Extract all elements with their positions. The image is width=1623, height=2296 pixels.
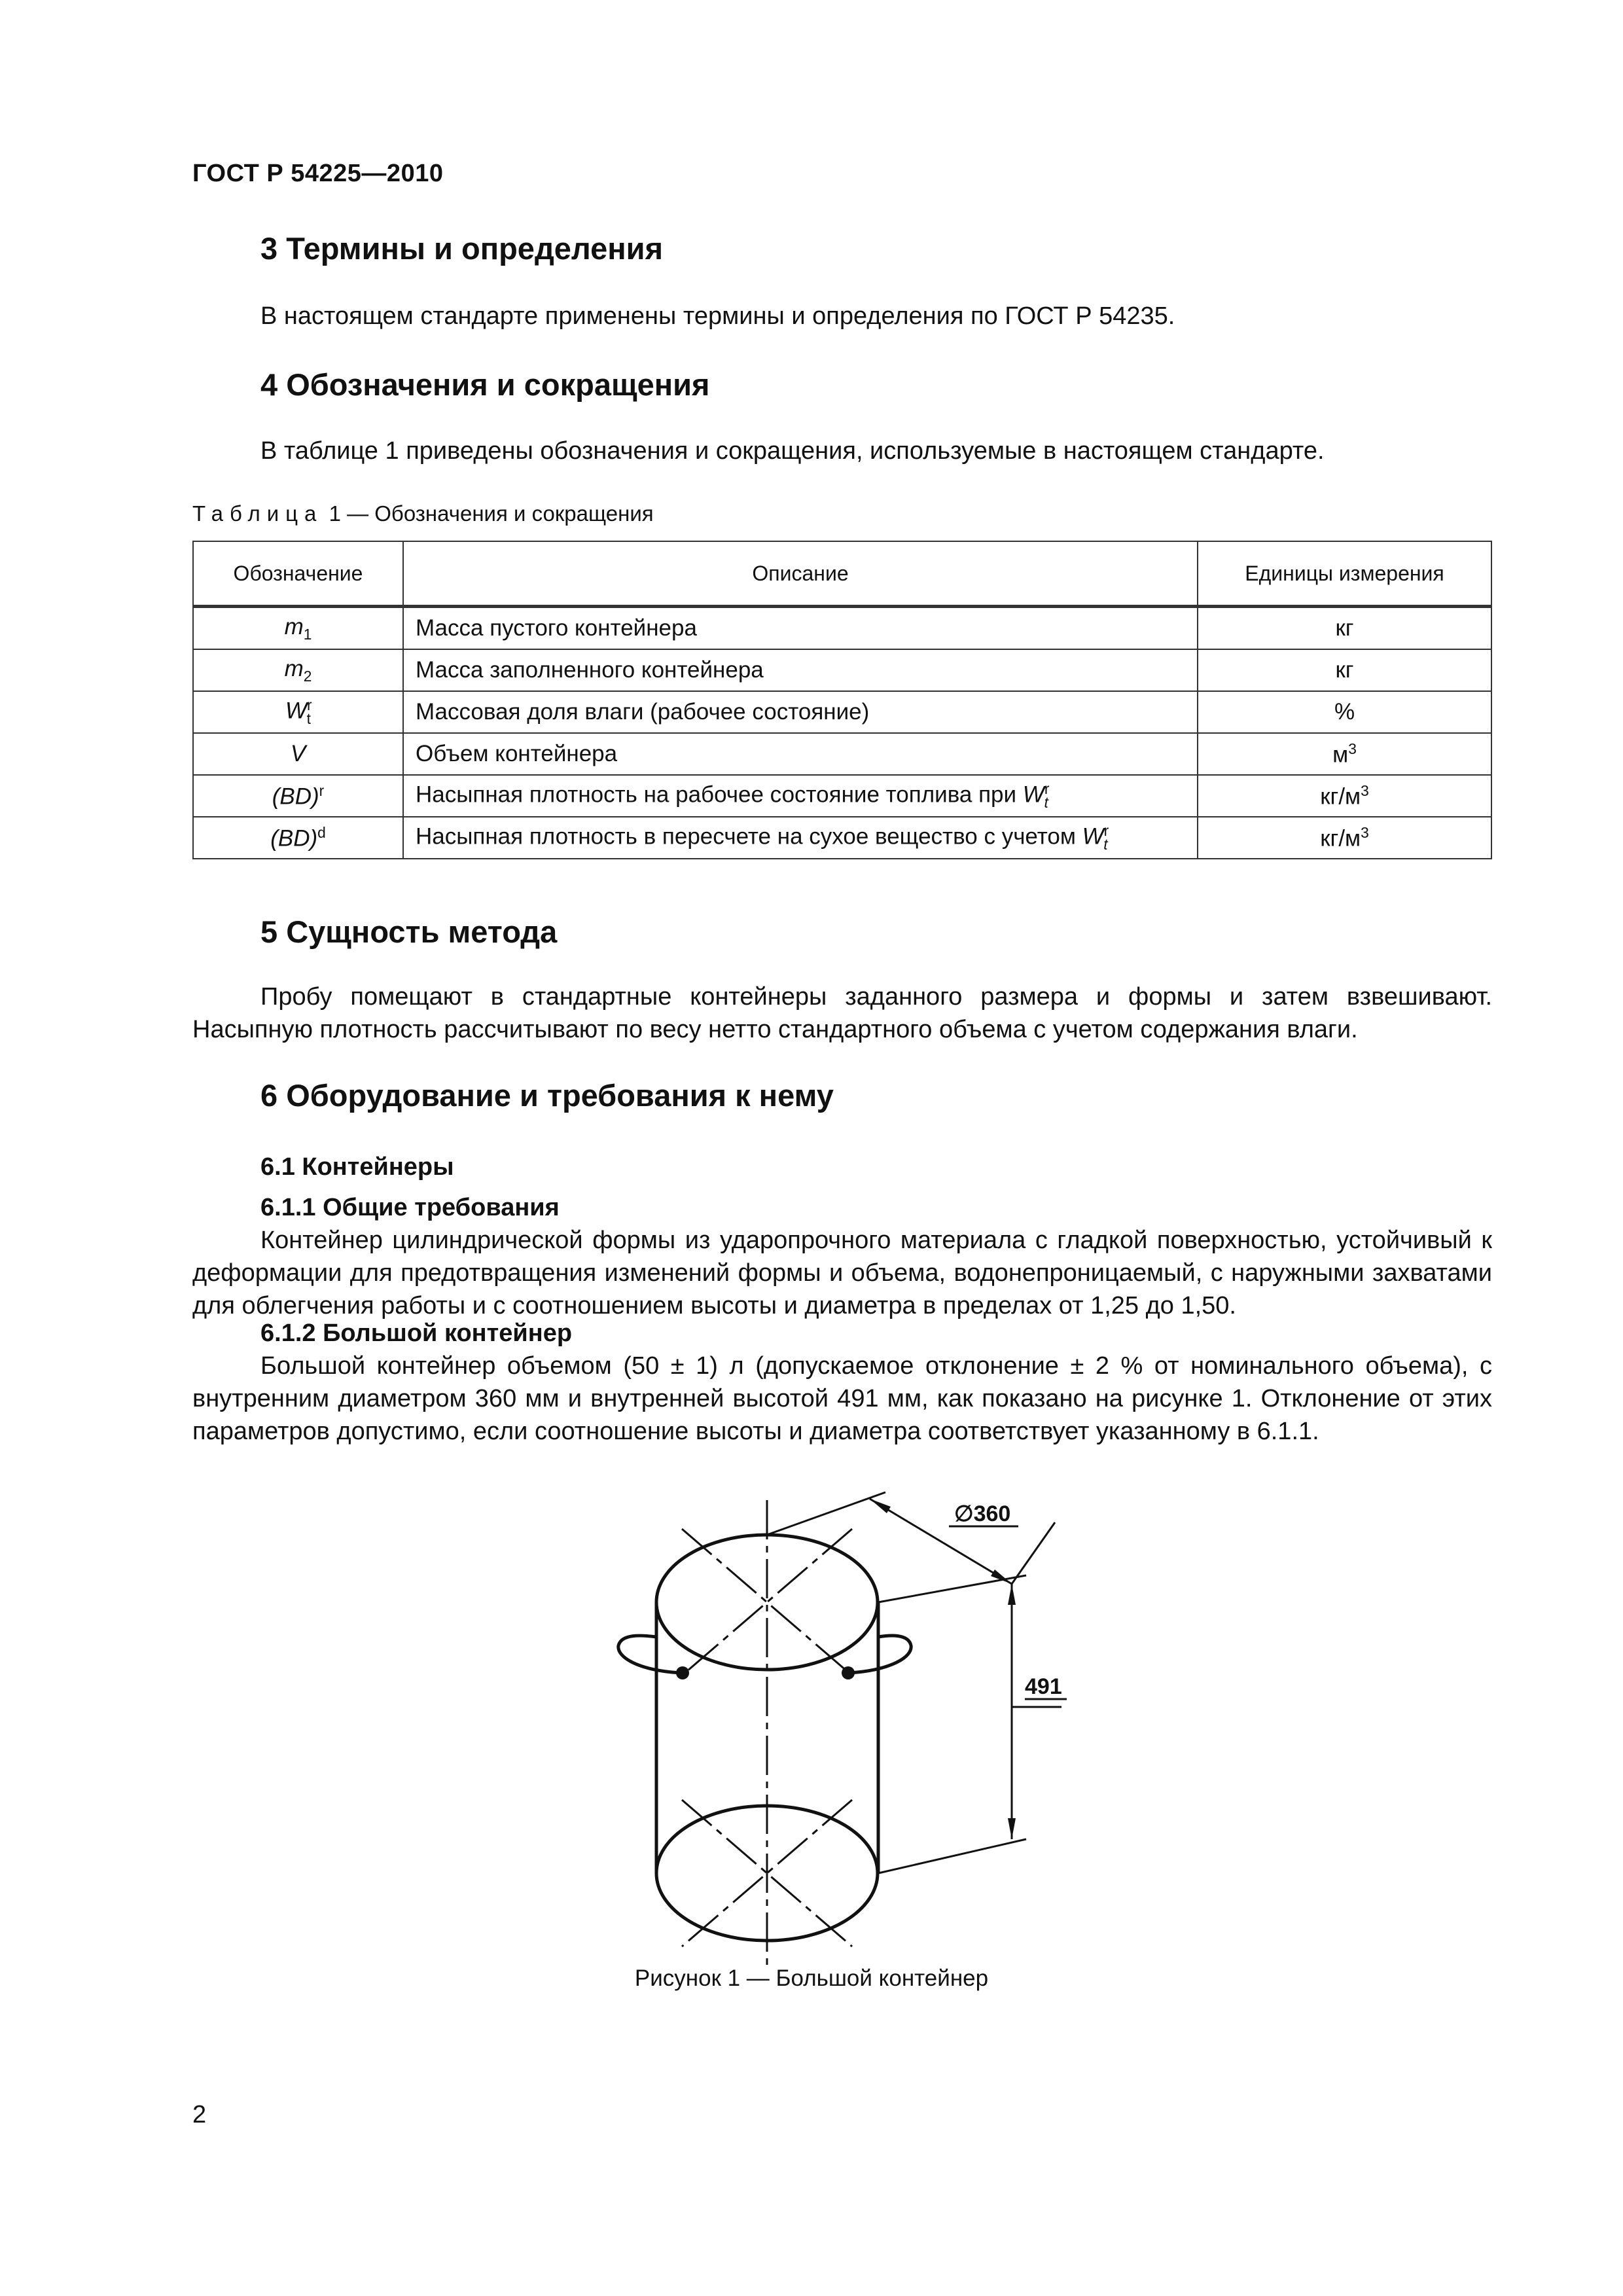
section-6-1-title: 6.1 Контейнеры (260, 1153, 454, 1181)
unit-cell (1198, 691, 1491, 733)
section-3-title: 3 Термины и определения (260, 231, 663, 266)
symbol-base: V (290, 741, 306, 766)
symbol-superscript: d (317, 823, 326, 841)
description-symbol: W (1082, 823, 1104, 850)
bottom-diagonal-2 (682, 1800, 852, 1946)
height-arrow-bottom (1008, 1818, 1016, 1839)
table-header: Описание (403, 541, 1198, 607)
unit-cell (1198, 649, 1491, 691)
symbol-cell (193, 607, 403, 650)
symbol-cell (193, 649, 403, 691)
symbol-cell (193, 817, 403, 859)
description-cell (403, 775, 1198, 817)
description-text: Масса пустого контейнера (416, 615, 697, 641)
table-header: Обозначение (193, 541, 403, 607)
table-row (193, 733, 1491, 775)
symbol-base: m (284, 655, 304, 681)
description-symbol-superscript: r (1103, 822, 1109, 840)
unit-cell (1198, 817, 1491, 859)
description-symbol-subscript: t (1103, 835, 1108, 853)
section-4-text: В таблице 1 приведены обозначения и сокращения, используемые в настоящем стандарте. (260, 437, 1325, 465)
unit-text: кг/м (1320, 825, 1361, 852)
symbol-subscript: t (306, 709, 311, 727)
symbol-cell (193, 733, 403, 775)
symbol-cell (193, 775, 403, 817)
page-number: 2 (192, 2101, 207, 2128)
unit-superscript: 3 (1361, 823, 1369, 841)
bottom-diagonal-1 (682, 1800, 852, 1946)
unit-text: кг (1335, 657, 1354, 683)
right-handle (849, 1636, 911, 1673)
table-row (193, 649, 1491, 691)
symbol-subscript: 2 (303, 667, 312, 685)
symbol-base: (BD) (272, 783, 319, 810)
section-3-text: В настоящем стандарте применены термины и определения по ГОСТ Р 54235. (260, 302, 1175, 330)
unit-superscript: 3 (1348, 740, 1357, 757)
section-6-1-1-text: Контейнер цилиндрической формы из ударопрочного материала с гладкой поверхностью, устойчивый к деформации для предотвращения изменений формы и объема, водонепроницаемый, с наружными захватами для облегчения работы и с соотношением высоты и диаметра в пределах от 1,25 до 1,50. (192, 1227, 1492, 1319)
unit-text: кг (1335, 615, 1354, 641)
top-diagonal-1 (682, 1529, 852, 1676)
section-6-1-1-title: 6.1.1 Общие требования (260, 1194, 560, 1221)
description-text: Объем контейнера (416, 741, 618, 766)
height-arrow-top (1008, 1584, 1016, 1605)
table-caption (192, 501, 654, 526)
description-symbol-subscript: t (1044, 793, 1048, 811)
table-row (193, 817, 1491, 859)
description-symbol-superscript: r (1044, 780, 1050, 798)
symbol-superscript: r (307, 696, 312, 714)
unit-text: кг/м (1320, 783, 1361, 810)
table-caption-rest: 1 — Обозначения и сокращения (329, 501, 654, 526)
diameter-extension-bottom (878, 1575, 1026, 1602)
table-row (193, 607, 1491, 650)
diameter-label: ∅360 (954, 1501, 1011, 1526)
description-cell (403, 691, 1198, 733)
description-text: Насыпная плотность на рабочее состояние топлива при (416, 781, 1023, 808)
unit-cell (1198, 607, 1491, 650)
description-cell (403, 733, 1198, 775)
height-label: 491 (1025, 1674, 1062, 1699)
unit-superscript: 3 (1361, 781, 1369, 799)
left-handle (618, 1636, 681, 1673)
top-diagonal-2 (682, 1529, 852, 1676)
symbol-base: W (285, 698, 308, 724)
height-extension-bottom (878, 1839, 1026, 1873)
diameter-leader (1012, 1522, 1055, 1584)
section-6-1-2-text: Большой контейнер объемом (50 ± 1) л (допускаемое отклонение ± 2 % от номинального объема), с внутренним диаметром 360 мм и внутренней высотой 491 мм, как показано на рисунке 1. Отклонение от этих параметров допустимо, если соотношение высоты и диаметра соответствует указанному в 6.1.1. (192, 1352, 1492, 1445)
description-text: Массовая доля влаги (рабочее состояние) (416, 699, 870, 725)
symbol-cell (193, 691, 403, 733)
section-6-1-2-title: 6.1.2 Большой контейнер (260, 1319, 573, 1347)
symbol-base: m (284, 613, 304, 639)
document-header: ГОСТ Р 54225—2010 (192, 160, 444, 187)
cylinder-bottom-ellipse (656, 1806, 878, 1941)
symbols-table (192, 541, 1492, 859)
section-5-text: Пробу помещают в стандартные контейнеры заданного размера и формы и затем взвешивают. Насыпную плотность рассчитывают по весу нетто стандартного объема с учетом содержания влаги. (192, 983, 1492, 1043)
table-row (193, 775, 1491, 817)
unit-cell (1198, 775, 1491, 817)
cylinder-top-ellipse (656, 1535, 878, 1670)
description-cell (403, 817, 1198, 859)
diameter-dimension-line (870, 1499, 1012, 1584)
table-header: Единицы измерения (1198, 541, 1491, 607)
unit-text: м (1332, 742, 1349, 768)
unit-text: % (1334, 699, 1355, 725)
description-text: Насыпная плотность в пересчете на сухое вещество с учетом (416, 823, 1082, 850)
table-row (193, 691, 1491, 733)
figure-caption: Рисунок 1 — Большой контейнер (634, 1965, 989, 1991)
section-6-title: 6 Оборудование и требования к нему (260, 1078, 834, 1113)
description-cell (403, 607, 1198, 650)
description-cell (403, 649, 1198, 691)
diameter-arrow-1 (870, 1499, 891, 1513)
section-5-title: 5 Сущность метода (260, 914, 558, 949)
description-symbol: W (1022, 781, 1044, 808)
table-caption-word: Таблица (192, 501, 323, 526)
symbol-subscript: 1 (303, 625, 312, 643)
section-4-title: 4 Обозначения и сокращения (260, 367, 710, 402)
symbol-superscript: r (319, 781, 325, 799)
right-handle-dot (842, 1666, 855, 1679)
diameter-arrow-2 (991, 1570, 1012, 1584)
description-text: Масса заполненного контейнера (416, 657, 764, 683)
unit-cell (1198, 733, 1491, 775)
symbol-base: (BD) (270, 825, 318, 852)
left-handle-dot (676, 1666, 689, 1679)
diameter-extension-top (767, 1492, 885, 1535)
